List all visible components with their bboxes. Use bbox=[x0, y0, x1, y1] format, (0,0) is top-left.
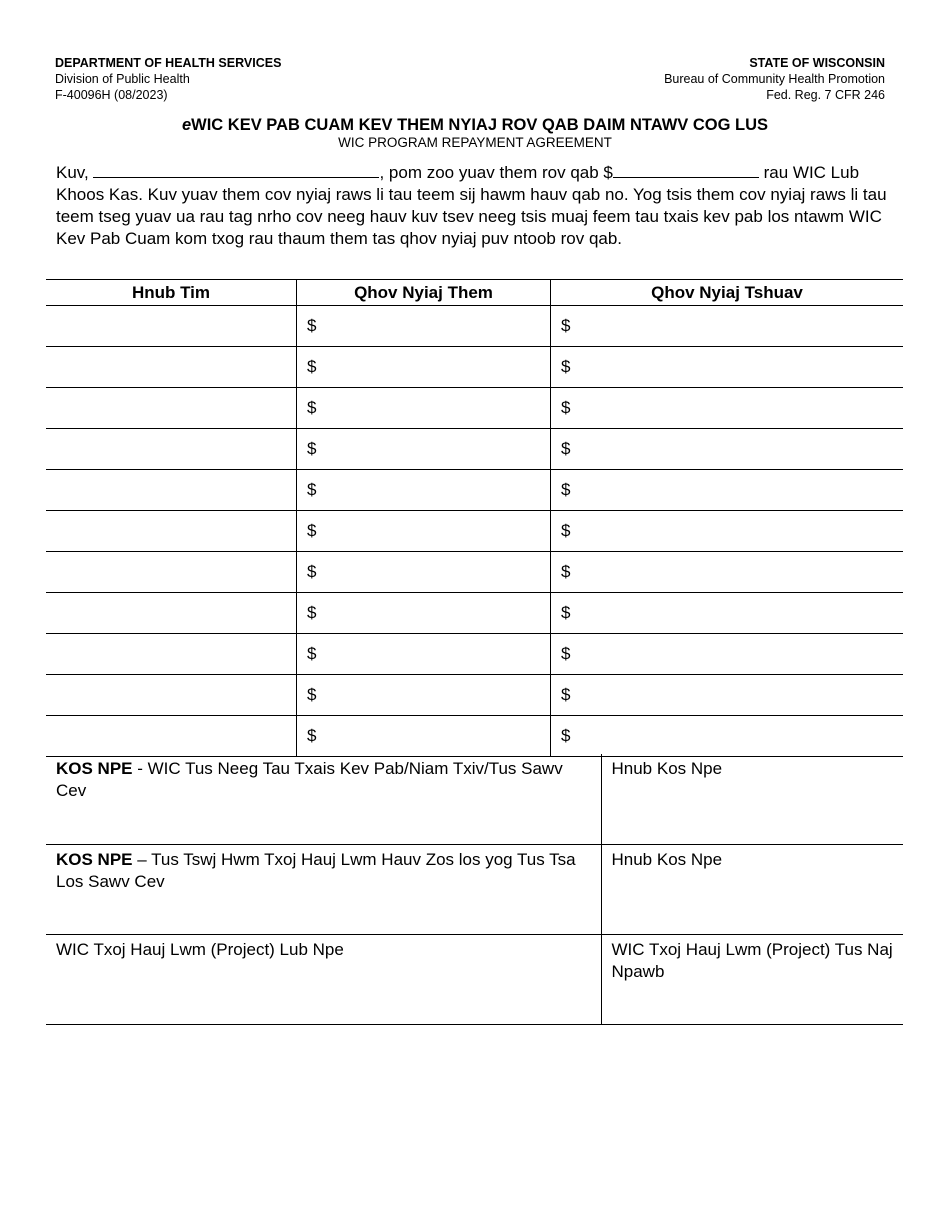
header-balance: Qhov Nyiaj Tshuav bbox=[551, 280, 904, 306]
date-cell[interactable] bbox=[46, 675, 297, 716]
table-header-row bbox=[46, 280, 903, 306]
table-row bbox=[46, 552, 903, 593]
header-right bbox=[664, 55, 885, 103]
agreement-text: Kuv, , pom zoo yuav them rov qab $ rau WIC Lub Khoos Kas. Kuv yuav them cov nyiaj raws li tau teem sij hawm hauv qab no. Yog tsis them cov nyiaj raws li tau teem tseg yuav ua rau tag nrho cov neeg hauv kuv tsev neeg tsis muaj feem tau txais kev pab los ntawm WIC Kev Pab Cuam kom txog rau thaum them tas qhov nyiaj puv ntoob rov qab. bbox=[56, 163, 887, 248]
balance-cell[interactable]: $ bbox=[551, 429, 904, 470]
balance-cell[interactable]: $ bbox=[551, 511, 904, 552]
balance-cell[interactable]: $ bbox=[551, 552, 904, 593]
balance-cell[interactable]: $ bbox=[551, 634, 904, 675]
date-cell[interactable] bbox=[46, 470, 297, 511]
payment-cell[interactable]: $ bbox=[297, 716, 551, 757]
payment-cell[interactable]: $ bbox=[297, 429, 551, 470]
title-main: eWIC KEV PAB CUAM KEV THEM NYIAJ ROV QAB DAIM NTAWV COG LUS bbox=[181, 116, 769, 134]
payment-cell[interactable]: $ bbox=[297, 634, 551, 675]
form-title bbox=[0, 115, 950, 151]
payment-cell[interactable]: $ bbox=[297, 470, 551, 511]
payment-cell[interactable]: $ bbox=[297, 511, 551, 552]
payment-cell[interactable]: $ bbox=[297, 306, 551, 347]
table-row bbox=[46, 388, 903, 429]
payment-cell[interactable]: $ bbox=[297, 388, 551, 429]
date-cell[interactable] bbox=[46, 511, 297, 552]
balance-cell[interactable]: $ bbox=[551, 388, 904, 429]
header-left bbox=[55, 55, 281, 103]
bureau-name: Bureau of Community Health Promotion bbox=[664, 72, 885, 86]
payment-schedule-table bbox=[46, 279, 903, 757]
payment-cell[interactable]: $ bbox=[297, 552, 551, 593]
balance-cell[interactable]: $ bbox=[551, 347, 904, 388]
header-date: Hnub Tim bbox=[46, 280, 297, 306]
payment-cell[interactable]: $ bbox=[297, 593, 551, 634]
balance-cell[interactable]: $ bbox=[551, 306, 904, 347]
form-number: F-40096H (08/2023) bbox=[55, 88, 168, 102]
participant-signature-field[interactable]: KOS NPE - WIC Tus Neeg Tau Txais Kev Pab/Niam Txiv/Tus Sawv Cev bbox=[46, 754, 601, 844]
table-row bbox=[46, 347, 903, 388]
title-prefix: e bbox=[181, 116, 192, 134]
table-row bbox=[46, 511, 903, 552]
balance-cell[interactable]: $ bbox=[551, 593, 904, 634]
table-row bbox=[46, 429, 903, 470]
date-cell[interactable] bbox=[46, 634, 297, 675]
project-row bbox=[46, 934, 903, 1024]
date-cell[interactable] bbox=[46, 552, 297, 593]
table-row bbox=[46, 716, 903, 757]
table-row bbox=[46, 470, 903, 511]
signature-table bbox=[46, 754, 903, 1025]
date-cell[interactable] bbox=[46, 347, 297, 388]
table-row bbox=[46, 306, 903, 347]
coordinator-date-field[interactable]: Hnub Kos Npe bbox=[601, 844, 903, 934]
division-name: Division of Public Health bbox=[55, 72, 190, 86]
project-name-field[interactable]: WIC Txoj Hauj Lwm (Project) Lub Npe bbox=[46, 934, 601, 1024]
name-field[interactable] bbox=[93, 162, 379, 178]
balance-cell[interactable]: $ bbox=[551, 675, 904, 716]
date-cell[interactable] bbox=[46, 388, 297, 429]
payment-cell[interactable]: $ bbox=[297, 675, 551, 716]
payment-cell[interactable]: $ bbox=[297, 347, 551, 388]
amount-field[interactable] bbox=[613, 162, 759, 178]
participant-date-field[interactable]: Hnub Kos Npe bbox=[601, 754, 903, 844]
date-cell[interactable] bbox=[46, 306, 297, 347]
table-row bbox=[46, 675, 903, 716]
department-name: DEPARTMENT OF HEALTH SERVICES bbox=[55, 56, 282, 70]
date-cell[interactable] bbox=[46, 716, 297, 757]
title-sub: WIC PROGRAM REPAYMENT AGREEMENT bbox=[338, 135, 612, 150]
header-payment: Qhov Nyiaj Them bbox=[297, 280, 551, 306]
signature-row-participant bbox=[46, 754, 903, 844]
date-cell[interactable] bbox=[46, 429, 297, 470]
federal-reg: Fed. Reg. 7 CFR 246 bbox=[766, 88, 885, 102]
table-row bbox=[46, 634, 903, 675]
coordinator-signature-field[interactable]: KOS NPE – Tus Tswj Hwm Txoj Hauj Lwm Hauv Zos los yog Tus Tsa Los Sawv Cev bbox=[46, 844, 601, 934]
state-name: STATE OF WISCONSIN bbox=[749, 56, 885, 70]
project-phone-field[interactable]: WIC Txoj Hauj Lwm (Project) Tus Naj Npawb bbox=[601, 934, 903, 1024]
signature-row-coordinator bbox=[46, 844, 903, 934]
table-row bbox=[46, 593, 903, 634]
date-cell[interactable] bbox=[46, 593, 297, 634]
balance-cell[interactable]: $ bbox=[551, 716, 904, 757]
balance-cell[interactable]: $ bbox=[551, 470, 904, 511]
